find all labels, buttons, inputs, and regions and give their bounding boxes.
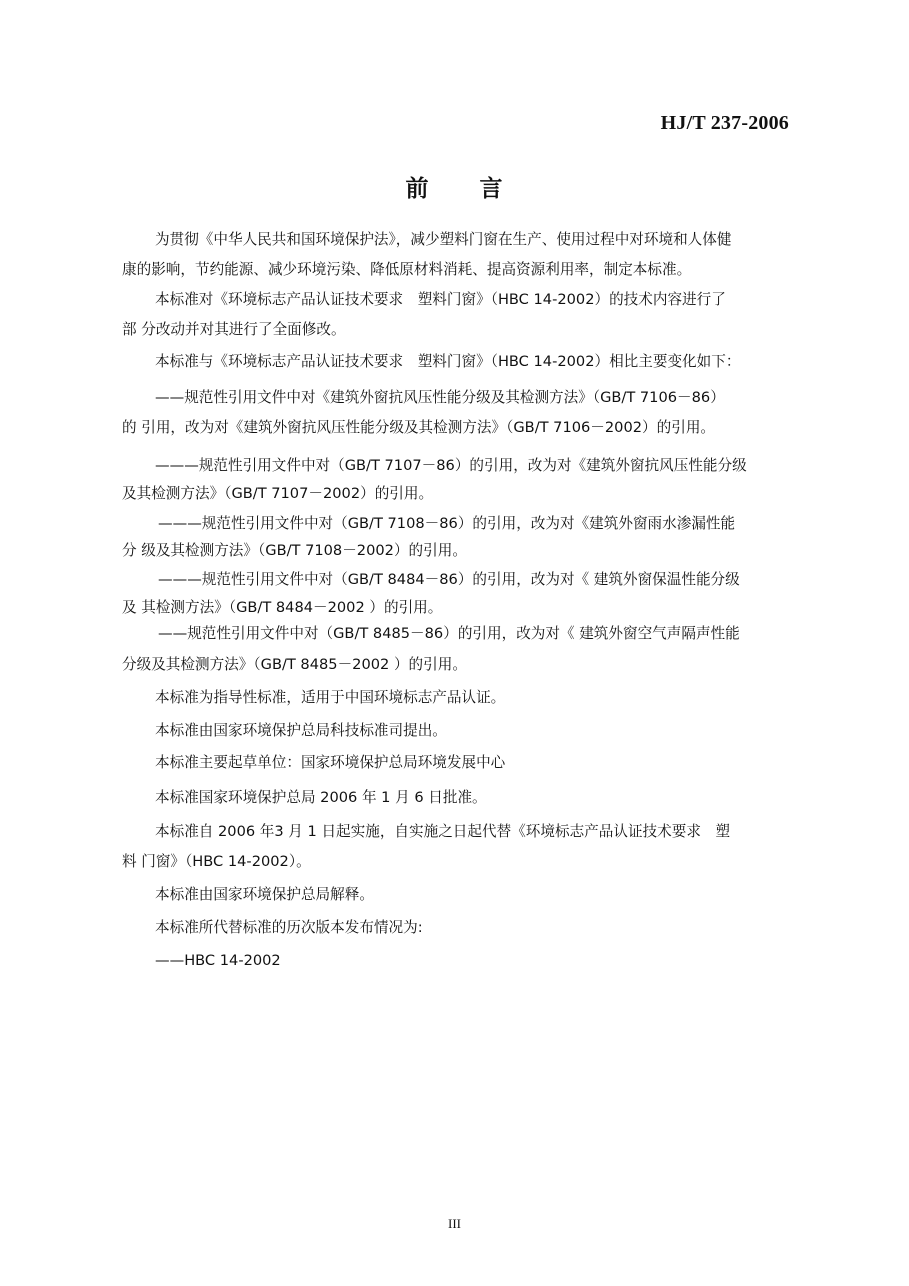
page-title: [0, 170, 909, 203]
paragraph-line: ———规范性引用文件中对（GB/T 8484－86）的引用，改为对《 建筑外窗保温性能分级: [158, 571, 740, 588]
paragraph-line: 本标准所代替标准的历次版本发布情况为:: [155, 919, 423, 936]
paragraph-line: 本标准对《环境标志产品认证技术要求 塑料门窗》（HBC 14-2002）的技术内容进行了: [155, 291, 726, 308]
paragraph-line: 分 级及其检测方法》（GB/T 7108－2002）的引用。: [122, 542, 467, 559]
paragraph-line: 的 引用，改为对《建筑外窗抗风压性能分级及其检测方法》（GB/T 7106－2002）的引用。: [122, 419, 716, 436]
paragraph-line: 及其检测方法》（GB/T 7107－2002）的引用。: [122, 485, 434, 502]
paragraph-line: ———规范性引用文件中对（GB/T 7108－86）的引用，改为对《建筑外窗雨水渗漏性能: [158, 515, 736, 532]
paragraph-line: 本标准主要起草单位：国家环境保护总局环境发展中心: [155, 754, 506, 771]
paragraph-line: 本标准国家环境保护总局 2006 年 1 月 6 日批准。: [155, 789, 487, 806]
title-char-1: 前: [405, 176, 430, 202]
paragraph-line: 分级及其检测方法》（GB/T 8485－2002 ）的引用。: [122, 656, 467, 673]
paragraph-line: 本标准由国家环境保护总局解释。: [155, 886, 374, 903]
standard-code: HJ/T 237-2006: [660, 112, 789, 134]
paragraph-line: ——规范性引用文件中对（GB/T 8485－86）的引用，改为对《 建筑外窗空气声隔声性能: [158, 625, 740, 642]
paragraph-line: ———规范性引用文件中对（GB/T 7107－86）的引用，改为对《建筑外窗抗风压性能分级: [155, 457, 747, 474]
paragraph-line: 料 门窗》（HBC 14-2002）。: [122, 853, 311, 870]
paragraph-line: ——规范性引用文件中对《建筑外窗抗风压性能分级及其检测方法》（GB/T 7106－86）: [155, 389, 725, 406]
paragraph-line: 本标准为指导性标准，适用于中国环境标志产品认证。: [155, 689, 506, 706]
paragraph-line: 康的影响，节约能源、减少环境污染、降低原材料消耗、提高资源利用率，制定本标准。: [122, 261, 692, 278]
title-char-2: 言: [479, 176, 504, 202]
paragraph-line: 本标准与《环境标志产品认证技术要求 塑料门窗》（HBC 14-2002）相比主要变化如下：: [155, 353, 741, 370]
paragraph-line: 及 其检测方法》（GB/T 8484－2002 ）的引用。: [122, 599, 443, 616]
paragraph-line: ——HBC 14-2002: [155, 952, 281, 969]
page-number: III: [448, 1216, 461, 1231]
paragraph-line: 部 分改动并对其进行了全面修改。: [122, 321, 346, 338]
paragraph-line: 为贯彻《中华人民共和国环境保护法》，减少塑料门窗在生产、使用过程中对环境和人体健: [155, 231, 732, 248]
paragraph-line: 本标准由国家环境保护总局科技标准司提出。: [155, 722, 447, 739]
paragraph-line: 本标准自 2006 年3 月 1 日起实施，自实施之日起代替《环境标志产品认证技术要求 塑: [155, 823, 731, 840]
